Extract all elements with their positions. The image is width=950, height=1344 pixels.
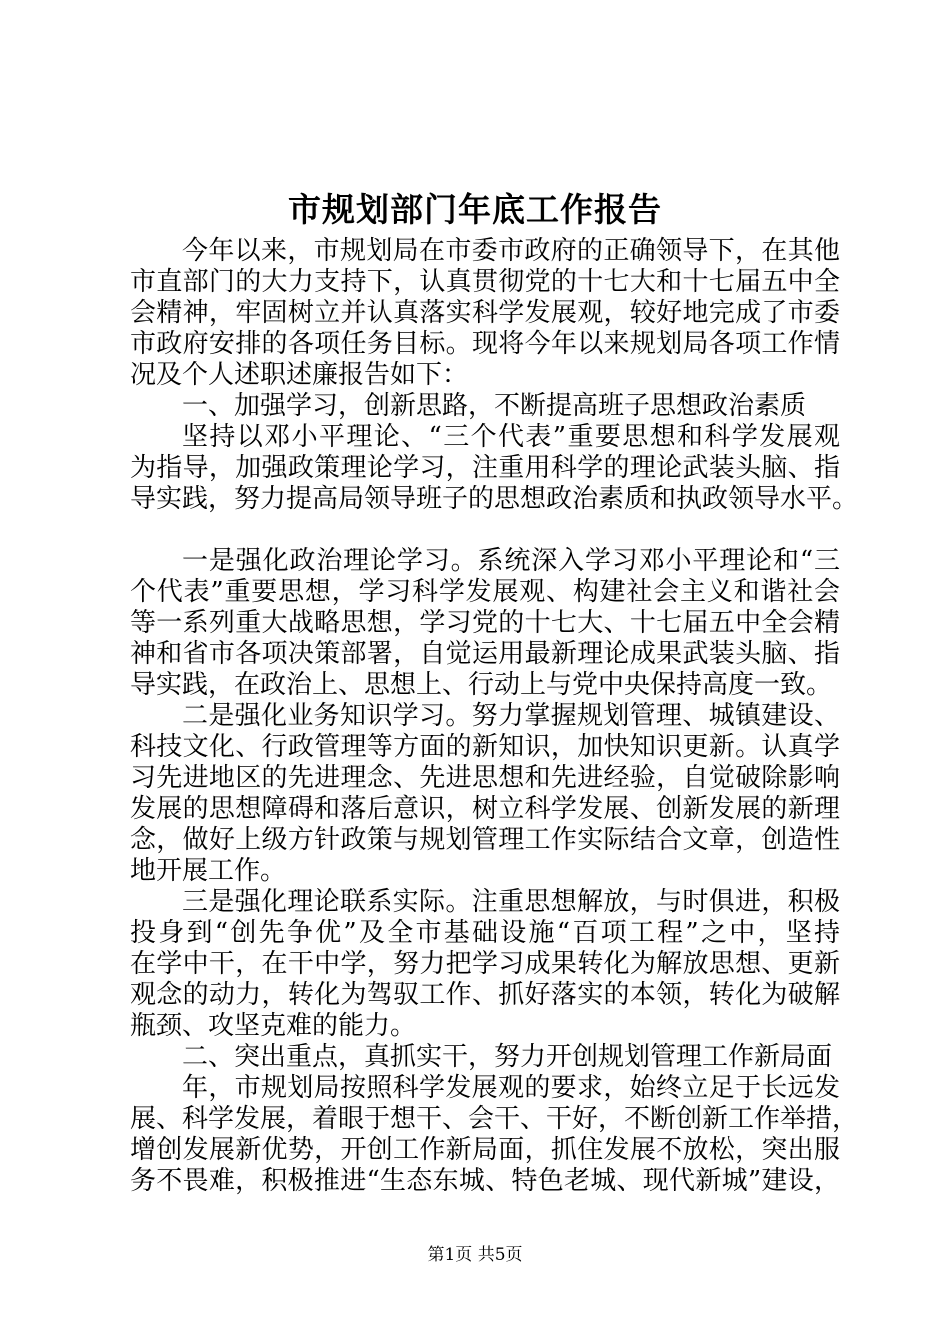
document-body bbox=[130, 236, 859, 1197]
paragraph-line: 会精神，牢固树立并认真落实科学发展观，较好地完成了市委 bbox=[130, 298, 840, 328]
paragraph-line: 瓶颈、攻坚克难的能力。 bbox=[130, 1011, 417, 1041]
section-heading: 一、加强学习，创新思路，不断提高班子思想政治素质 bbox=[182, 391, 807, 421]
paragraph-line: 增创发展新优势，开创工作新局面，抓住发展不放松，突出服 bbox=[130, 1135, 840, 1165]
paragraph-line: 念，做好上级方针政策与规划管理工作实际结合文章，创造性 bbox=[130, 825, 840, 855]
paragraph-line: 展、科学发展，着眼于想干、会干、干好，不断创新工作举措， bbox=[130, 1104, 859, 1134]
paragraph-line: 务不畏难，积极推进“生态东城、特色老城、现代新城”建设， bbox=[130, 1166, 840, 1196]
paragraph-line: 三是强化理论联系实际。注重思想解放，与时俱进，积极 bbox=[182, 887, 840, 917]
paragraph-line: 在学中干，在干中学，努力把学习成果转化为解放思想、更新 bbox=[130, 949, 840, 979]
paragraph-line: 科技文化、行政管理等方面的新知识，加快知识更新。认真学 bbox=[130, 732, 840, 762]
paragraph-line: 地开展工作。 bbox=[130, 856, 287, 886]
document-title: 市规划部门年底工作报告 bbox=[288, 190, 662, 229]
paragraph-line: 观念的动力，转化为驾驭工作、抓好落实的本领，转化为破解 bbox=[130, 980, 840, 1010]
paragraph-line: 等一系列重大战略思想，学习党的十七大、十七届五中全会精 bbox=[130, 608, 840, 638]
paragraph-line: 导实践，努力提高局领导班子的思想政治素质和执政领导水平。 bbox=[130, 484, 859, 514]
paragraph-line: 发展的思想障碍和落后意识，树立科学发展、创新发展的新理 bbox=[130, 794, 840, 824]
paragraph-line: 年，市规划局按照科学发展观的要求，始终立足于长远发 bbox=[182, 1073, 840, 1103]
page-number-footer: 第1页 共5页 bbox=[427, 1245, 523, 1265]
paragraph-line: 习先进地区的先进理念、先进思想和先进经验，自觉破除影响 bbox=[130, 763, 840, 793]
paragraph-line: 况及个人述职述廉报告如下： bbox=[130, 360, 469, 390]
paragraph-line: 坚持以邓小平理论、“三个代表”重要思想和科学发展观 bbox=[182, 422, 840, 452]
paragraph-line: 导实践，在政治上、思想上、行动上与党中央保持高度一致。 bbox=[130, 670, 833, 700]
paragraph-line: 二是强化业务知识学习。努力掌握规划管理、城镇建设、 bbox=[182, 701, 840, 731]
paragraph-line: 一是强化政治理论学习。系统深入学习邓小平理论和“三 bbox=[182, 546, 840, 576]
paragraph-line: 为指导，加强政策理论学习，注重用科学的理论武装头脑、指 bbox=[130, 453, 840, 483]
paragraph-line: 市政府安排的各项任务目标。现将今年以来规划局各项工作情 bbox=[130, 329, 840, 359]
paragraph-line: 市直部门的大力支持下，认真贯彻党的十七大和十七届五中全 bbox=[130, 267, 840, 297]
section-heading: 二、突出重点，真抓实干，努力开创规划管理工作新局面 bbox=[182, 1042, 833, 1072]
paragraph-line: 个代表”重要思想，学习科学发展观、构建社会主义和谐社会 bbox=[130, 577, 840, 607]
paragraph-line: 投身到“创先争优”及全市基础设施“百项工程”之中，坚持 bbox=[130, 918, 840, 948]
paragraph-line: 神和省市各项决策部署，自觉运用最新理论成果武装头脑、指 bbox=[130, 639, 840, 669]
paragraph-line: 今年以来，市规划局在市委市政府的正确领导下，在其他 bbox=[182, 236, 840, 266]
blank-line bbox=[130, 515, 840, 546]
